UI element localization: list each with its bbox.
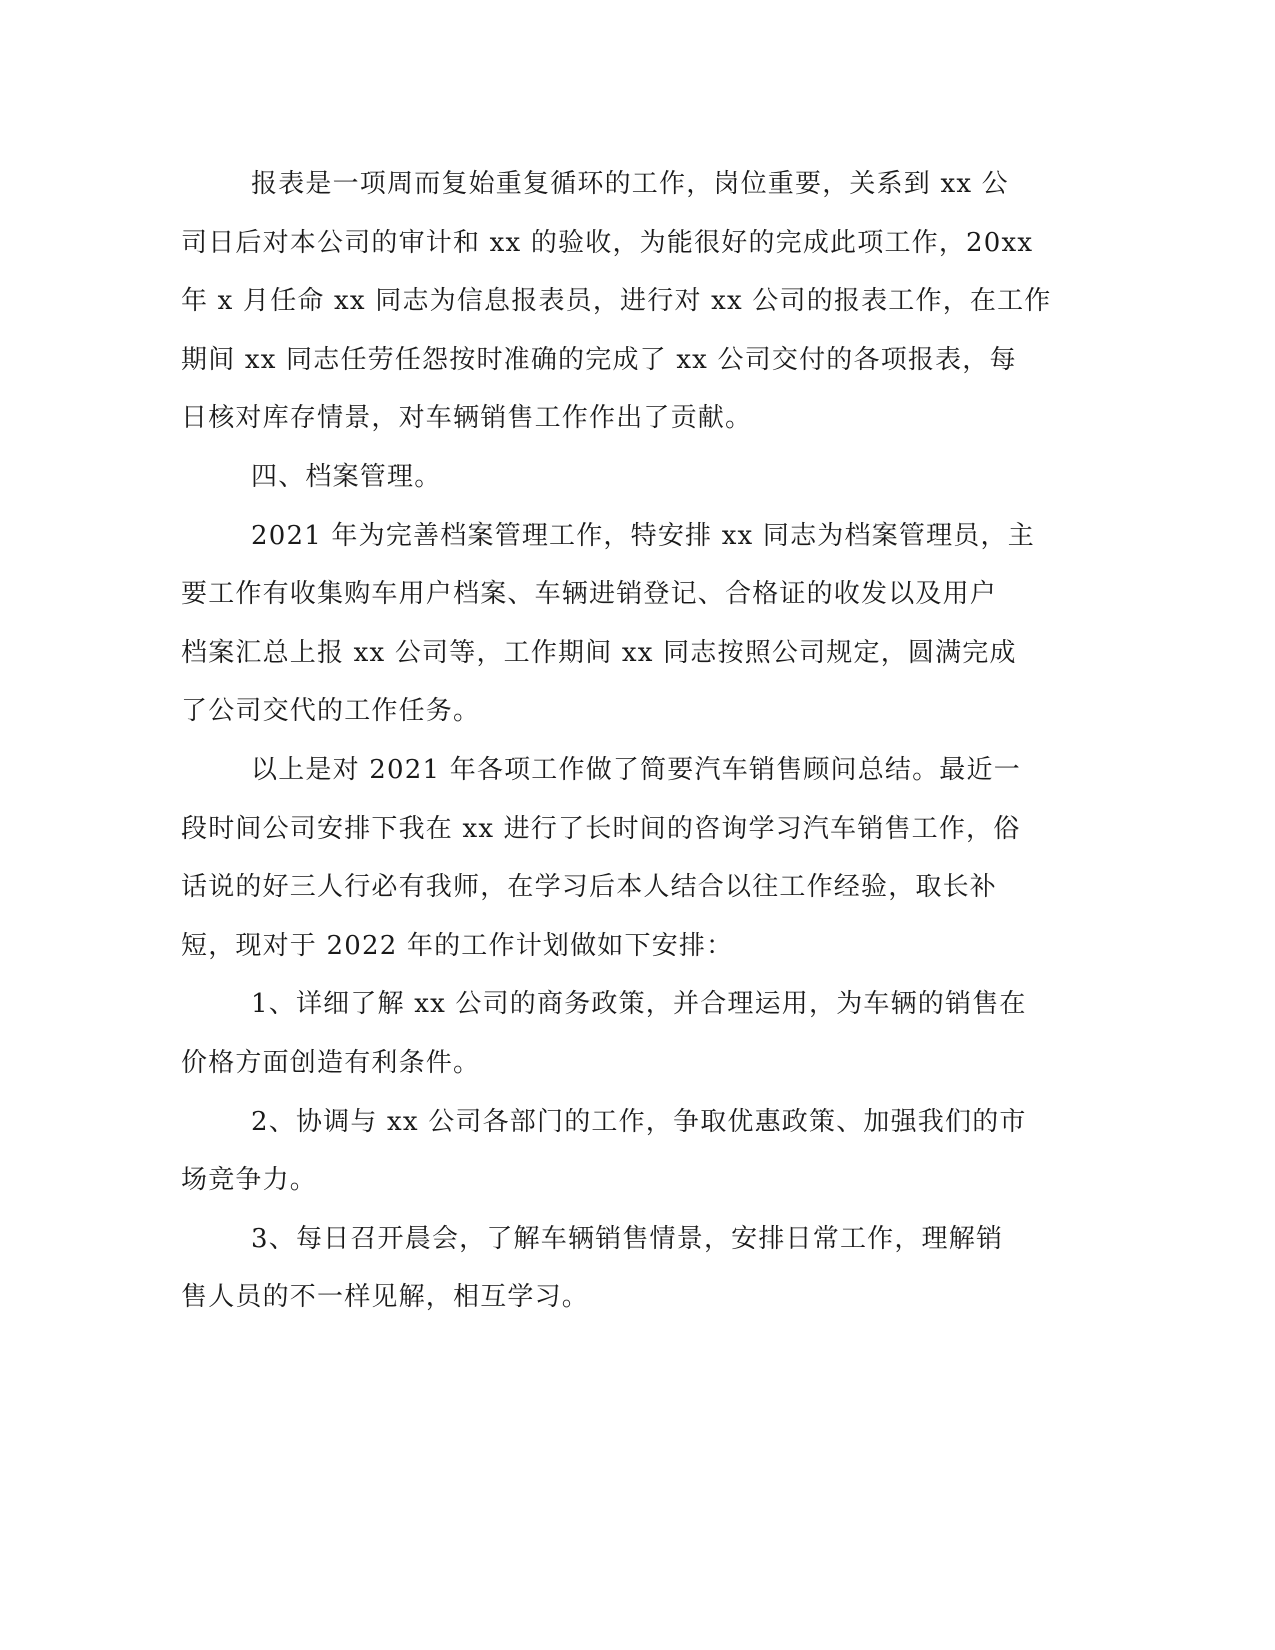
text-line: 2、协调与 xx 公司各部门的工作，争取优惠政策、加强我们的市 — [251, 1106, 1027, 1137]
text-line: 四、档案管理。 — [251, 461, 442, 492]
text-line: 期间 xx 同志任劳任怨按时准确的完成了 xx 公司交付的各项报表，每 — [181, 344, 1017, 375]
plan-item-3 — [181, 1210, 1041, 1327]
text-line: 年 x 月任命 xx 同志为信息报表员，进行对 xx 公司的报表工作，在工作 — [181, 286, 1052, 317]
text-line: 2021 年为完善档案管理工作，特安排 xx 同志为档案管理员，主 — [251, 520, 1035, 551]
plan-item-1 — [181, 975, 1041, 1092]
text-line: 1、详细了解 xx 公司的商务政策，并合理运用，为车辆的销售在 — [251, 989, 1027, 1020]
plan-item-2 — [181, 1093, 1041, 1210]
text-line: 话说的好三人行必有我师，在学习后本人结合以往工作经验，取长补 — [181, 872, 998, 903]
text-line: 段时间公司安排下我在 xx 进行了长时间的咨询学习汽车销售工作，俗 — [181, 813, 1021, 844]
paragraph-summary — [181, 741, 1041, 975]
text-line: 3、每日召开晨会，了解车辆销售情景，安排日常工作，理解销 — [251, 1223, 1004, 1254]
section-heading-archive-management — [181, 448, 1041, 507]
text-line: 日核对库存情景，对车辆销售工作作出了贡献。 — [181, 403, 753, 434]
text-line: 司日后对本公司的审计和 xx 的验收，为能很好的完成此项工作，20xx — [181, 227, 1034, 258]
text-line: 报表是一项周而复始重复循环的工作，岗位重要，关系到 xx 公 — [251, 169, 1009, 199]
text-line: 售人员的不一样见解，相互学习。 — [181, 1282, 590, 1313]
text-line: 档案汇总上报 xx 公司等，工作期间 xx 同志按照公司规定，圆满完成 — [181, 637, 1017, 668]
text-line: 了公司交代的工作任务。 — [181, 696, 481, 727]
text-line: 以上是对 2021 年各项工作做了简要汽车销售顾问总结。最近一 — [251, 754, 1021, 785]
text-line: 要工作有收集购车用户档案、车辆进销登记、合格证的收发以及用户 — [181, 579, 998, 610]
document-body — [181, 155, 1052, 1327]
text-line: 短，现对于 2022 年的工作计划做如下安排： — [181, 930, 734, 961]
paragraph-archive-work — [181, 507, 1041, 741]
paragraph-report-work — [181, 155, 1052, 448]
text-line: 场竞争力。 — [181, 1165, 318, 1196]
text-line: 价格方面创造有利条件。 — [181, 1047, 481, 1078]
